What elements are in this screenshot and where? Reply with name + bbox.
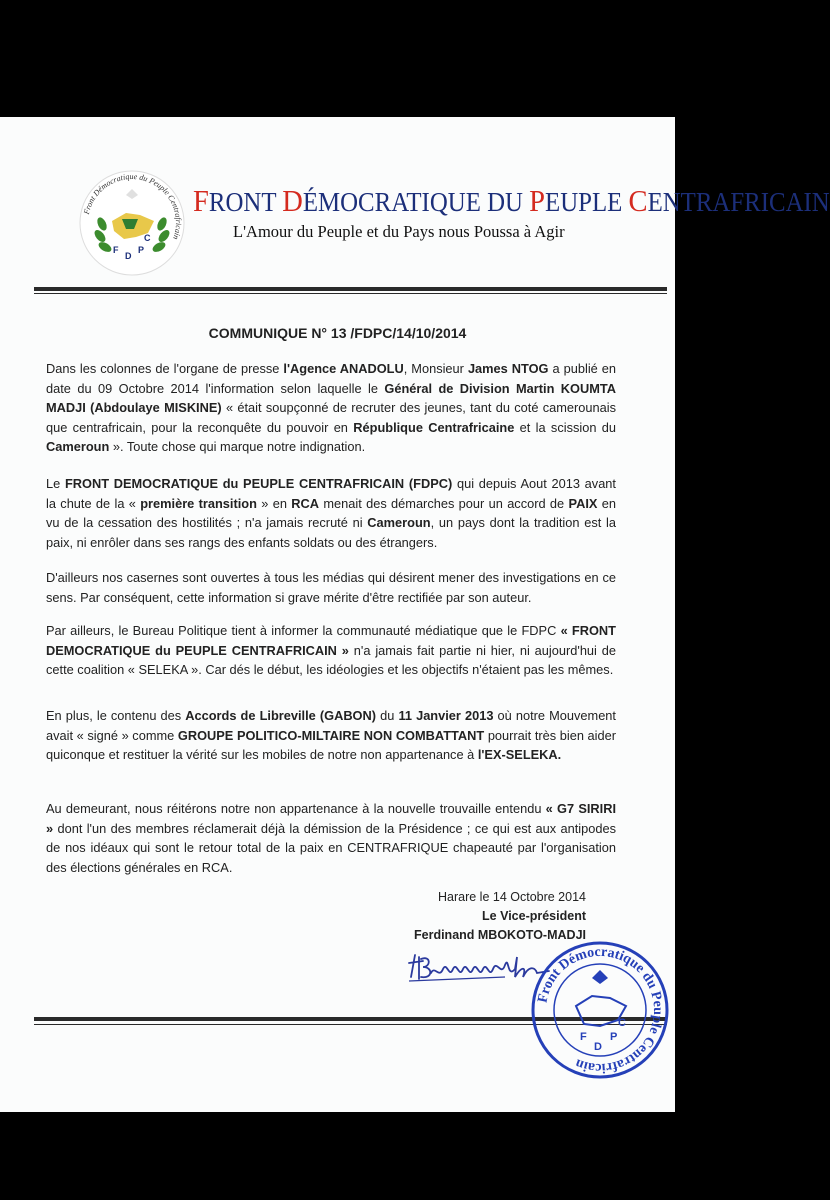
bold-text: PAIX	[568, 495, 598, 511]
header-divider	[34, 287, 667, 291]
bold-text: première transition	[140, 495, 257, 511]
text-run: « était soupçonné de recruter des jeunes, tant du coté camerounais que centrafricain, pour la reconquête du pouvoir en	[46, 400, 616, 435]
svg-text:Front Démocratique du Peuple C: Front Démocratique du Peuple Centrafricain	[535, 944, 666, 1076]
bold-text: Cameroun	[367, 515, 431, 531]
logo-initial: F	[113, 245, 119, 255]
paragraph-2	[46, 474, 616, 552]
svg-text:Front Démocratique du Peuple C: Front Démocratique du Peuple Centrafricain	[81, 171, 184, 241]
official-stamp	[530, 940, 670, 1080]
text-run: ». Toute chose qui marque notre indignation.	[109, 439, 366, 455]
bold-text: « G7 SIRIRI »	[46, 801, 617, 836]
text-run: En plus, le contenu des	[46, 708, 186, 723]
paragraph-5	[46, 706, 616, 765]
bold-text: Général de Division Martin KOUMTA MADJI (Abdoulaye MISKINE)	[46, 380, 617, 416]
text-run: pourrait très bien aider quiconque et restituer la vérité sur les mobiles de notre non appartenance à	[46, 727, 617, 763]
paragraph-4	[46, 621, 616, 680]
bold-text: République Centrafricaine	[353, 419, 515, 435]
text-run: menait des démarches pour un accord de	[319, 495, 569, 511]
bold-text: « FRONT DEMOCRATIQUE du PEUPLE CENTRAFRICAIN »	[46, 623, 616, 658]
paragraph-6	[46, 799, 616, 877]
text-run: a publié en date du 09 Octobre 2014 l'information selon laquelle le	[46, 361, 616, 396]
bold-text: RCA	[291, 495, 320, 511]
organization-title: FRONT DÉMOCRATIQUE DU PEUPLE CENTRAFRICAIN	[193, 183, 830, 218]
text-run: Le	[46, 476, 65, 491]
stamp-initial: P	[610, 1031, 618, 1043]
text-run: qui depuis Aout 2013 avant la chute de la «	[46, 476, 616, 511]
bold-text: GROUPE POLITICO-MILTAIRE NON COMBATTANT	[177, 727, 485, 743]
text-run: Au demeurant, nous réitérons notre non appartenance à la nouvelle trouvaille entendu	[46, 801, 546, 816]
text-run: , Monsieur	[403, 361, 468, 376]
fdpc-logo	[78, 169, 186, 277]
bold-text: Cameroun	[46, 439, 110, 455]
bold-text: 11 Janvier 2013	[398, 708, 494, 723]
bold-text: James NTOG	[467, 361, 549, 376]
text-run: Dans les colonnes de l'organe de presse	[46, 361, 284, 376]
paragraph-3	[46, 568, 616, 607]
stamp-initial: F	[580, 1031, 587, 1043]
text-run: où notre Mouvement avait « signé » comme	[46, 708, 616, 743]
stamp-initial: C	[618, 1017, 626, 1029]
organization-motto: L'Amour du Peuple et du Pays nous Poussa à Agir	[233, 222, 565, 241]
text-run: et la scission du	[514, 419, 617, 435]
text-run: n'a jamais fait partie ni hier, ni aujourd'hui de cette coalition « SELEKA ». Car dés le début, les idéologies et les objectifs n'étaient pas les mêmes.	[46, 642, 616, 678]
text-run: , un pays dont la tradition est la paix, ni enrôler dans ses rangs des enfants soldats ou des étrangers.	[46, 515, 616, 550]
bold-text: Accords de Libreville (GABON)	[185, 708, 377, 723]
place-date: Harare le 14 Octobre 2014	[437, 890, 586, 904]
signature-block	[410, 888, 586, 945]
text-run: » en	[256, 495, 292, 511]
header-divider-thin	[34, 293, 667, 294]
text-run: Par ailleurs, le Bureau Politique tient à informer la communauté médiatique que le FDPC	[46, 623, 561, 638]
logo-initial: D	[125, 251, 132, 261]
signatory-name: Ferdinand MBOKOTO-MADJI	[414, 928, 586, 942]
text-run: du	[376, 708, 399, 723]
logo-initial: P	[138, 245, 145, 255]
text-run: D'ailleurs nos casernes sont ouvertes à tous les médias qui désirent mener des investigations en ce sens. Par conséquent, cette information si grave mérite d'être rectifiée par son auteur.	[46, 570, 616, 605]
document-page	[0, 117, 830, 1112]
paragraph-1	[46, 359, 616, 457]
stamp-initial: D	[594, 1041, 602, 1053]
text-run: dont l'un des membres réclamerait déjà la démission de la Présidence ; ce qui est aux antipodes de nos idéaux qui sont le retour total de la paix en CENTRAFRIQUE chapeauté par l'organisation des élections générales en RCA.	[46, 820, 616, 875]
communique-title: COMMUNIQUE N° 13 /FDPC/14/10/2014	[208, 325, 467, 341]
text-run: en vu de la cessation des hostilités ; n'a jamais recruté ni	[46, 495, 616, 531]
bold-text: l'Agence ANADOLU	[283, 361, 404, 376]
bold-text: FRONT DEMOCRATIQUE du PEUPLE CENTRAFRICAIN (FDPC)	[64, 476, 453, 491]
signatory-role: Le Vice-président	[482, 909, 586, 923]
logo-initial: C	[144, 233, 151, 243]
bold-text: l'EX-SELEKA.	[477, 747, 562, 763]
